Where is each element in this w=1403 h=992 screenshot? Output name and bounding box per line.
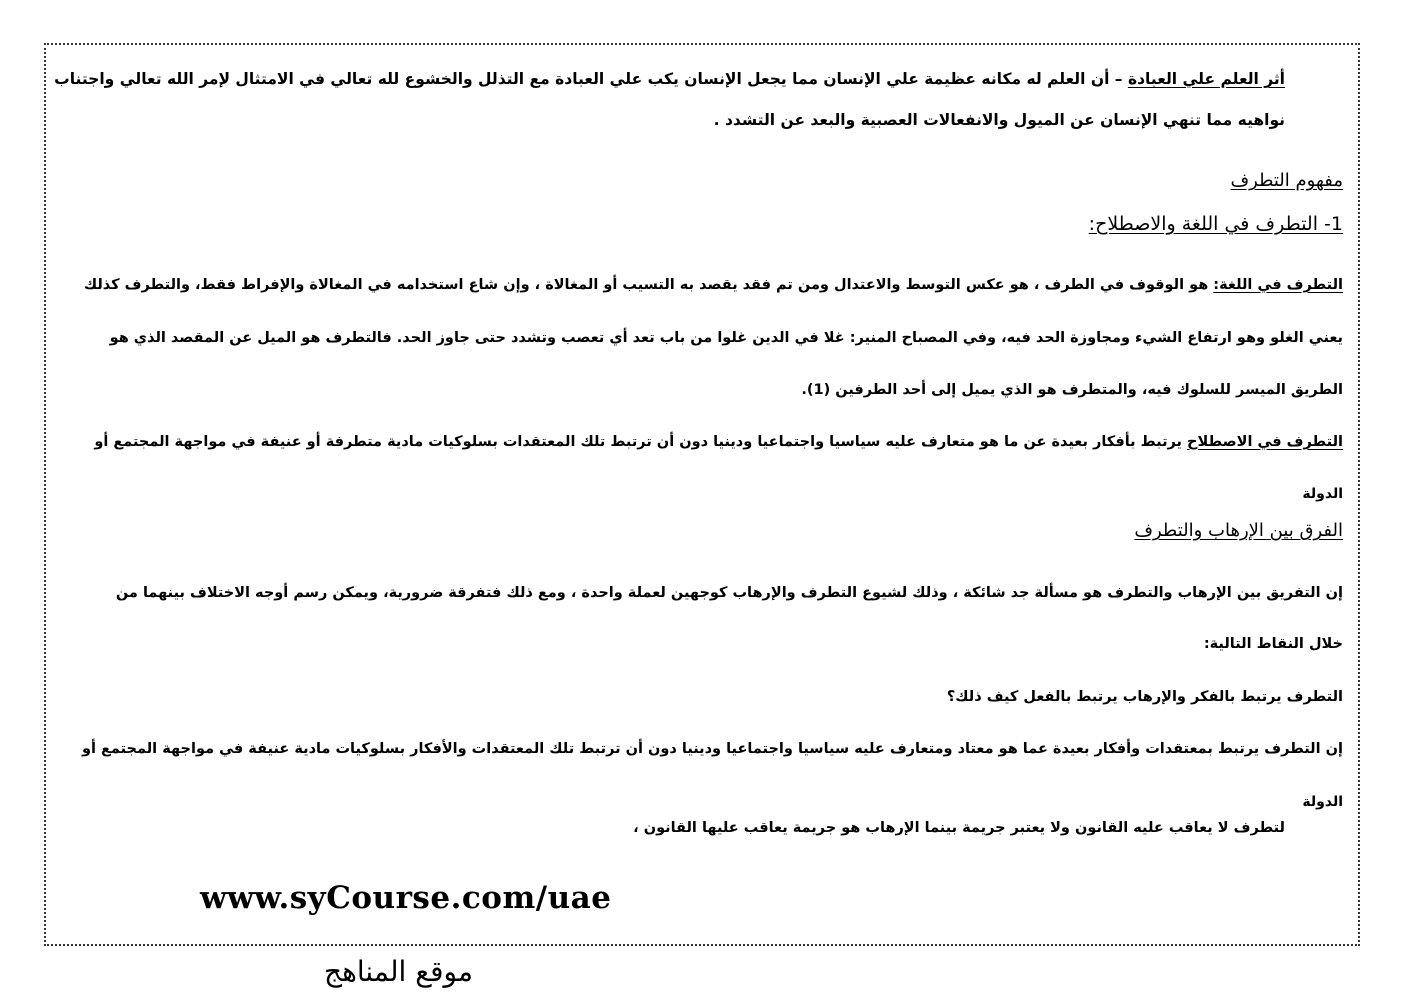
language-term: التطرف في اللغة: (1213, 277, 1343, 293)
term-term: التطرف في الاصطلاح (1187, 434, 1343, 450)
difference-line-3: التطرف يرتبط بالفكر والإرهاب يرتبط بالفعل كيف ذلك؟ (946, 689, 1343, 705)
difference-line-4: إن التطرف يرتبط بمعتقدات وأفكار بعيدة عما هو معتاد ومتعارف عليه سياسيا واجتماعيا ودينيا دون أن ترتبط تلك المعتقدات والأفكار بسلوكيات مادية عنيفة في مواجهة المجتمع أو (81, 741, 1343, 757)
difference-line-2: خلال النقاط التالية: (1203, 636, 1343, 652)
intro-line-1 (54, 70, 1285, 88)
term-line-1 (94, 434, 1343, 450)
difference-line-1: إن التفريق بين الإرهاب والتطرف هو مسألة جد شائكة ، وذلك لشيوع التطرف والإرهاب كوجهين لعملة واحدة ، ومع ذلك فتفرقة ضرورية، ويمكن رسم أوجه الاختلاف بينهما من (115, 585, 1343, 601)
intro-line-2-text: نواهيه مما تنهي الإنسان عن الميول والانفعالات العصبية والبعد عن التشدد . (713, 111, 1285, 129)
difference-line-6: لتطرف لا يعاقب عليه القانون ولا يعتبر جريمة بينما الإرهاب هو جريمة يعاقب عليها القانون ، (633, 820, 1285, 836)
term-line-1-text: يرتبط بأفكار بعيدة عن ما هو متعارف عليه سياسيا واجتماعيا ودينيا دون أن ترتبط تلك المعتقدات بسلوكيات مادية متطرفة أو عنيفة في مواجهة المجتمع أو (94, 434, 1188, 450)
language-line-2: يعني الغلو وهو ارتفاع الشيء ومجاوزة الحد فيه، وفي المصباح المنير: غلا في الدين غلوا من باب تعد أي تعصب وتشدد حتى جاوز الحد. فالتطرف هو الميل عن المقصد الذي هو (109, 330, 1343, 346)
website-url: www.syCourse.com/uae (200, 880, 612, 916)
heading-difference: الفرق بين الإرهاب والتطرف (1134, 520, 1343, 541)
heading-language: 1- التطرف في اللغة والاصطلاح: (1088, 213, 1343, 235)
term-line-2: الدولة (1302, 486, 1343, 502)
intro-line-2 (714, 111, 1285, 129)
intro-term: أثر العلم علي العبادة (1127, 70, 1285, 88)
language-line-3: الطريق الميسر للسلوك فيه، والمتطرف هو الذي يميل إلى أحد الطرفين (1). (801, 382, 1343, 398)
language-line-1 (84, 277, 1343, 293)
heading-concept: مفهوم التطرف (1230, 170, 1343, 191)
language-line-1-text: هو الوقوف في الطرف ، هو عكس التوسط والاعتدال ومن تم فقد يقصد به التسيب أو المغالاة ، وإن شاع استخدامه في المغالاة والإفراط فقط، والتطرف كذلك (83, 277, 1214, 293)
difference-line-5: الدولة (1302, 794, 1343, 810)
site-brand: موقع المناهج (324, 955, 473, 988)
page-border (44, 43, 1360, 946)
intro-line-1-text: – أن العلم له مكانه عظيمة علي الإنسان مما يجعل الإنسان يكب علي العبادة مع التذلل والخشوع لله تعالي في الامتثال لإمر الله تعالي واجتناب (54, 70, 1128, 88)
